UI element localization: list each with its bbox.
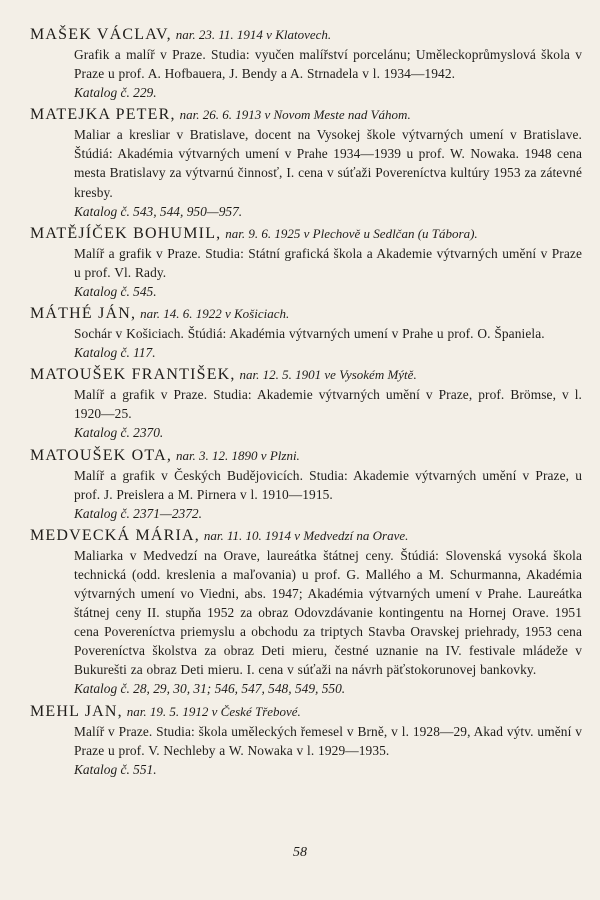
catalog-ref: Katalog č. 551. [74,761,157,777]
entry-heading [30,525,582,546]
birth-info: nar. 26. 6. 1913 v Novom Meste nad Váhom. [179,107,411,123]
birth-info: nar. 3. 12. 1890 v Plzni. [175,447,300,463]
entry [30,24,582,102]
entry-text: Sochár v Košiciach. Štúdiá: Akadémia výtvarných umení v Prahe u prof. O. Španiela. [74,326,545,342]
artist-name: MATEJKA PETER, [30,106,176,124]
entry [30,303,582,362]
entry [30,445,582,523]
artist-name: MEDVECKÁ MÁRIA, [30,526,200,544]
entry-heading [30,24,582,45]
entry-heading [30,303,582,324]
entry [30,104,582,220]
artist-name: MÁTHÉ JÁN, [30,305,137,323]
entry [30,525,582,699]
page-number: 58 [293,845,307,860]
artist-name: MATOUŠEK OTA, [30,446,173,464]
catalog-ref: Katalog č. 229. [74,85,157,101]
birth-info: nar. 12. 5. 1901 ve Vysokém Mýtě. [239,367,417,383]
entry-text: Malíř a grafik v Českých Budějovicích. Studia: Akademie výtvarných umění v Praze, u prof. J. Preislera a M. Pirnera v l. 1910—1915. [74,467,582,502]
birth-info: nar. 9. 6. 1925 v Plechově u Sedlčan (u Tábora). [225,225,478,241]
entry [30,364,582,442]
entry-text: Maliarka v Medvedzí na Orave, laureátka štátnej ceny. Štúdiá: Slovenská vysoká škola technická (odd. kreslenia a maľovania) u prof. G. Mallého a M. Schurmanna, Akadémia výtvarných umení vo Viedni, abs. 1947; Akadémia výtvarných umení v Prahe. Laureátka štátnej ceny II. stupňa 1952 za obraz Odovzdávanie kontingentu na Hornej Orave. 1951 cena Povereníctva priemyslu a obchodu za triptych Stavba Oravskej priehrady, 1953 cena Povereníctva školstva za obraz Deti mieru, čestné uznanie na IV. festivale mládeže v Bukurešti za obraz Deti mieru. I. cena v súťaži na návrh päťstokorunovej bankovky. [74,547,582,678]
entry-list [30,24,582,781]
catalog-ref: Katalog č. 28, 29, 30, 31; 546, 547, 548, 549, 550. [74,681,346,697]
entry-heading [30,445,582,466]
entry-text: Maliar a kresliar v Bratislave, docent na Vysokej škole výtvarných umení v Bratislave. Štúdiá: Akadémia výtvarných umení v Prahe 1934—1939 u prof. W. Nowaka. 1948 cena mesta Bratislavy za výtvarnú činnosť, I. cena v súťaži Povereníctva kultúry 1953 za zátevné kresby. [74,127,582,200]
catalog-ref: Katalog č. 117. [74,345,156,361]
catalog-ref: Katalog č. 2370. [74,425,164,441]
entry-heading [30,223,582,244]
entry-heading [30,104,582,125]
entry-text: Malíř a grafik v Praze. Studia: Státní grafická škola a Akademie výtvarných umění v Praze u prof. Vl. Rady. [74,245,582,280]
entry-text: Grafik a malíř v Praze. Studia: vyučen malířství porcelánu; Uměleckoprůmyslová škola v Praze u prof. A. Hofbauera, J. Bendy a A. Strnadela v l. 1934—1942. [74,47,582,82]
birth-info: nar. 19. 5. 1912 v České Třebové. [126,703,301,719]
entry [30,701,582,779]
birth-info: nar. 11. 10. 1914 v Medvedzí na Orave. [203,527,409,543]
artist-name: MAŠEK VÁCLAV, [30,26,172,43]
entry-heading [30,701,582,722]
catalog-ref: Katalog č. 545. [74,283,157,299]
catalog-ref: Katalog č. 543, 544, 950—957. [74,203,243,219]
entry-text: Malíř a grafik v Praze. Studia: Akademie výtvarných umění v Praze, prof. Brömse, v l. 1920—25. [74,387,582,422]
entry-text: Malíř v Praze. Studia: škola uměleckých řemesel v Brně, v l. 1928—29, Akad výtv. umění v Praze u prof. V. Nechleby a W. Nowaka v l. 1929—1935. [74,723,582,758]
artist-name: MATOUŠEK FRANTIŠEK, [30,366,236,384]
entry-heading [30,364,582,385]
artist-name: MEHL JAN, [30,702,123,720]
birth-info: nar. 14. 6. 1922 v Košiciach. [140,306,290,322]
birth-info: nar. 23. 11. 1914 v Klatovech. [175,27,332,42]
artist-name: MATĚJÍČEK BOHUMIL, [30,224,222,242]
catalog-ref: Katalog č. 2371—2372. [74,505,202,521]
entry [30,223,582,301]
